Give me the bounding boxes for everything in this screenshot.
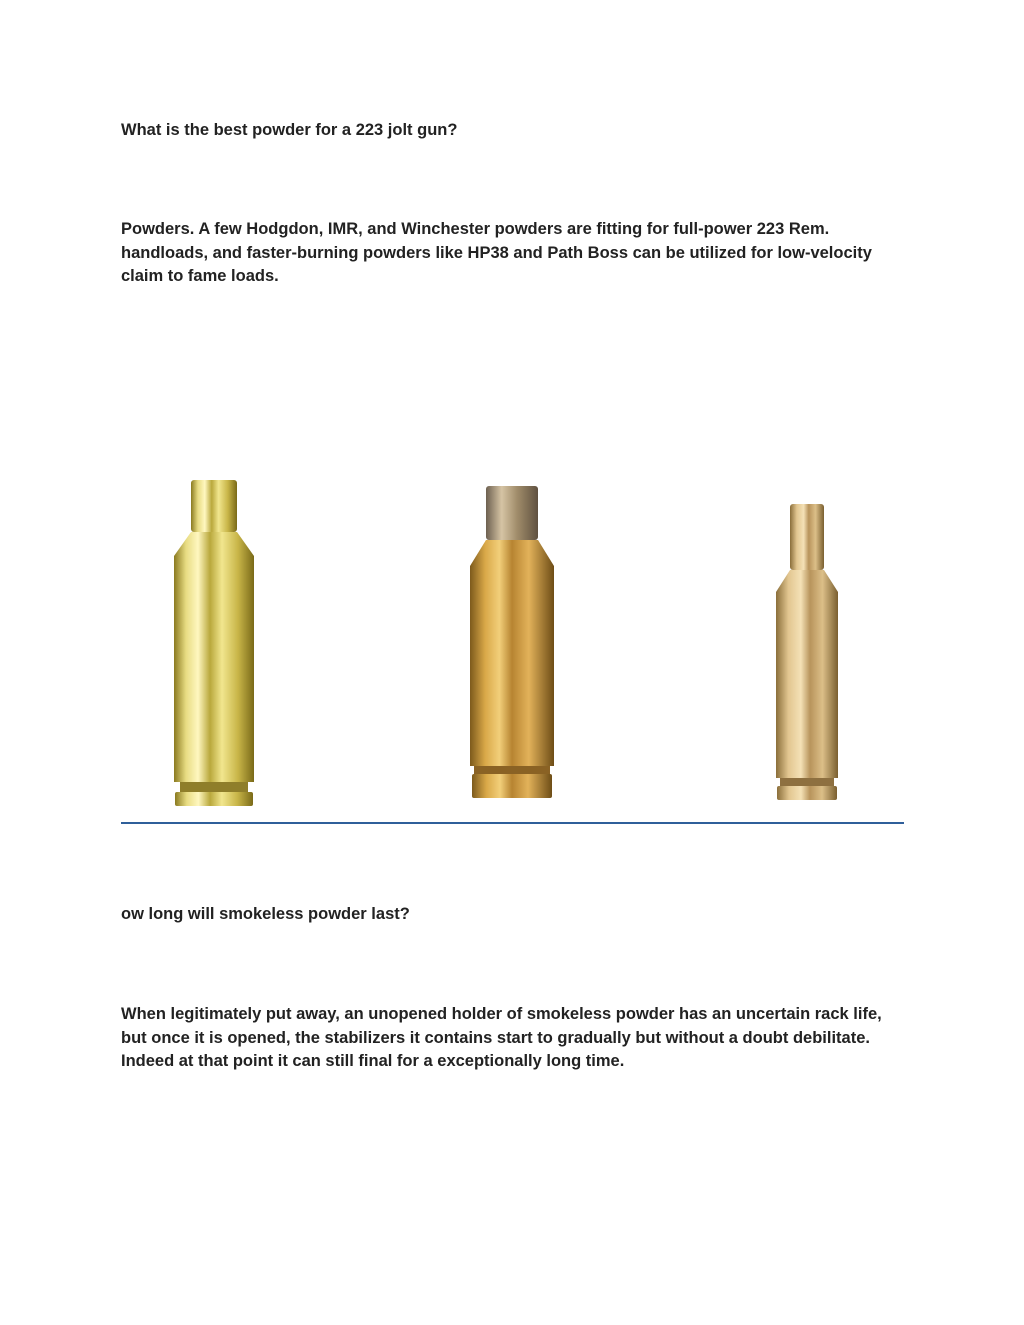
brass-casing-icon xyxy=(452,482,572,804)
heading-question-1: What is the best powder for a 223 jolt gun? xyxy=(121,121,458,139)
brass-casing-icon xyxy=(158,476,270,812)
brass-casing-image-1 xyxy=(158,476,270,812)
brass-casing-image-2 xyxy=(452,482,572,804)
paragraph-powders: Powders. A few Hodgdon, IMR, and Winchester powders are fitting for full-power 223 Rem. handloads, and faster-burning powders like HP38 and Path Boss can be utilized for low-velocity claim to fame loads. xyxy=(121,220,872,285)
brass-casing-image-3 xyxy=(760,500,850,806)
heading-question-2: ow long will smokeless powder last? xyxy=(121,905,410,923)
section-divider xyxy=(121,822,904,824)
brass-casing-icon xyxy=(760,500,850,806)
paragraph-smokeless-powder: When legitimately put away, an unopened holder of smokeless powder has an uncertain rack life, but once it is opened, the stabilizers it contains start to gradually but without a doubt debilitate. Indeed at that point it can still final for a exceptionally long time. xyxy=(121,1005,882,1070)
